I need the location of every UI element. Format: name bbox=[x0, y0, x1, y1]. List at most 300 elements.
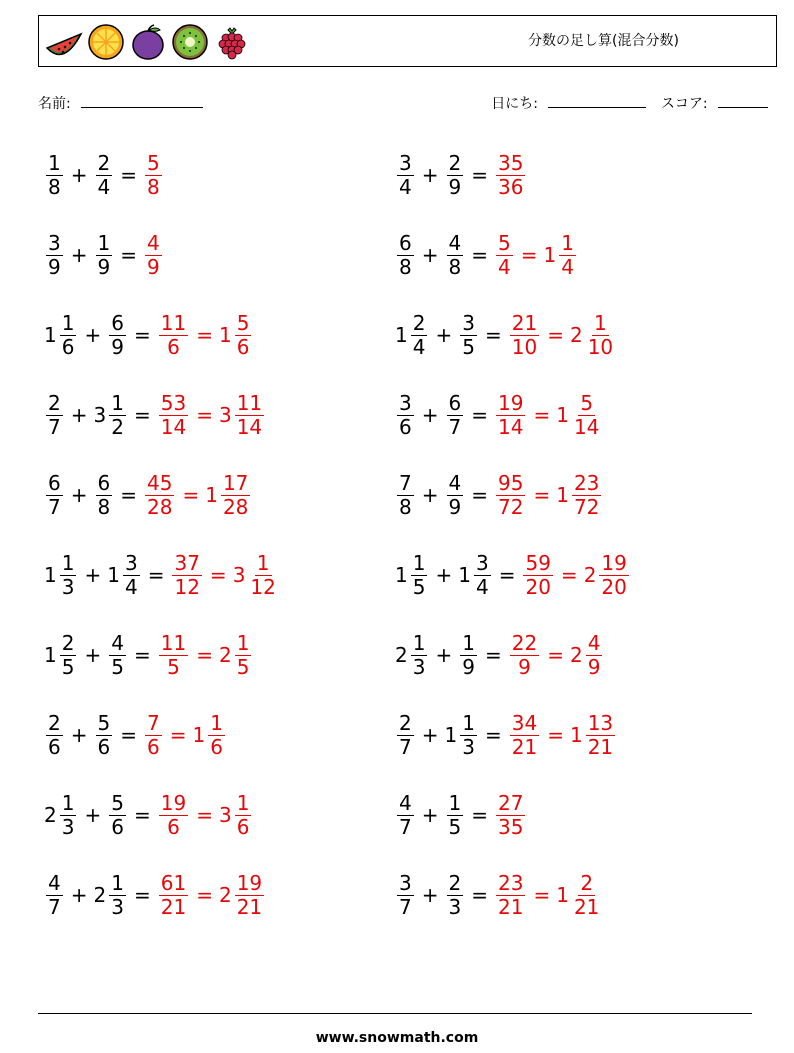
answer-mixed-number bbox=[219, 632, 253, 679]
denominator: 6 bbox=[236, 334, 250, 359]
answer-equals-sign: = bbox=[196, 403, 213, 427]
answer-equals-sign: = bbox=[533, 483, 551, 507]
fraction bbox=[523, 552, 552, 599]
denominator: 72 bbox=[498, 494, 524, 519]
answer-mixed-number bbox=[219, 392, 266, 439]
denominator: 3 bbox=[412, 654, 426, 679]
denominator: 3 bbox=[462, 734, 475, 759]
whole-number: 2 bbox=[583, 563, 597, 587]
denominator: 9 bbox=[48, 254, 61, 279]
plus-sign: + bbox=[84, 563, 102, 587]
problem bbox=[395, 145, 527, 205]
numerator: 45 bbox=[147, 470, 173, 495]
plus-sign: + bbox=[84, 323, 102, 347]
fraction bbox=[46, 872, 63, 919]
addend bbox=[44, 792, 78, 839]
denominator: 5 bbox=[448, 814, 462, 839]
fraction bbox=[397, 872, 414, 919]
watermelon-icon bbox=[44, 22, 84, 62]
fraction bbox=[145, 152, 162, 199]
problem bbox=[44, 225, 164, 285]
answer-equals-sign: = bbox=[547, 323, 564, 347]
plus-sign: + bbox=[70, 723, 88, 747]
fraction bbox=[447, 872, 464, 919]
numerator: 4 bbox=[399, 790, 412, 815]
numerator: 19 bbox=[498, 390, 524, 415]
answer-fraction bbox=[143, 472, 176, 519]
plus-sign: + bbox=[435, 323, 453, 347]
fraction bbox=[96, 472, 113, 519]
fraction bbox=[447, 392, 464, 439]
fraction bbox=[60, 312, 77, 359]
denominator: 3 bbox=[111, 894, 124, 919]
answer-fraction bbox=[143, 232, 164, 279]
numerator: 61 bbox=[160, 870, 187, 895]
equals-sign: = bbox=[133, 883, 151, 907]
denominator: 4 bbox=[399, 174, 412, 199]
numerator: 2 bbox=[399, 710, 412, 735]
numerator: 1 bbox=[462, 630, 475, 655]
equals-sign: = bbox=[133, 803, 151, 827]
whole-number: 3 bbox=[232, 563, 246, 587]
answer-mixed-number bbox=[570, 632, 604, 679]
fraction bbox=[572, 392, 601, 439]
fraction bbox=[109, 872, 126, 919]
fraction bbox=[96, 152, 113, 199]
addend bbox=[395, 872, 416, 919]
plus-sign: + bbox=[421, 883, 439, 907]
numerator: 34 bbox=[511, 710, 538, 735]
denominator: 7 bbox=[448, 414, 462, 439]
numerator: 1 bbox=[236, 630, 250, 655]
fraction bbox=[109, 632, 126, 679]
numerator: 4 bbox=[448, 230, 462, 255]
numerator: 59 bbox=[525, 550, 551, 575]
addend bbox=[107, 552, 141, 599]
equals-sign: = bbox=[471, 243, 488, 267]
addend bbox=[94, 152, 115, 199]
addend bbox=[458, 312, 479, 359]
denominator: 12 bbox=[250, 574, 276, 599]
denominator: 6 bbox=[399, 414, 412, 439]
answer-fraction bbox=[521, 552, 554, 599]
numerator: 11 bbox=[236, 390, 263, 415]
numerator: 3 bbox=[399, 390, 412, 415]
fraction bbox=[172, 552, 201, 599]
whole-number: 1 bbox=[395, 323, 408, 347]
numerator: 1 bbox=[448, 790, 462, 815]
equals-sign: = bbox=[471, 883, 488, 907]
numerator: 1 bbox=[236, 790, 250, 815]
numerator: 5 bbox=[97, 710, 111, 735]
numerator: 19 bbox=[160, 790, 187, 815]
fraction bbox=[460, 632, 477, 679]
whole-number: 1 bbox=[556, 883, 569, 907]
problem bbox=[44, 625, 253, 685]
numerator: 23 bbox=[573, 470, 600, 495]
addend bbox=[44, 312, 78, 359]
denominator: 4 bbox=[475, 574, 489, 599]
answer-mixed-number bbox=[205, 472, 252, 519]
plum-icon bbox=[128, 22, 168, 62]
answer-equals-sign: = bbox=[547, 643, 564, 667]
addend bbox=[445, 792, 466, 839]
numerator: 3 bbox=[399, 150, 412, 175]
denominator: 5 bbox=[462, 334, 475, 359]
denominator: 9 bbox=[147, 254, 160, 279]
addend bbox=[107, 312, 128, 359]
fraction bbox=[235, 312, 252, 359]
denominator: 14 bbox=[498, 414, 524, 439]
numerator: 3 bbox=[399, 870, 412, 895]
fraction bbox=[46, 232, 63, 279]
answer-fraction bbox=[508, 312, 541, 359]
numerator: 1 bbox=[111, 390, 124, 415]
whole-number: 2 bbox=[218, 883, 232, 907]
denominator: 9 bbox=[518, 654, 531, 679]
denominator: 10 bbox=[587, 334, 614, 359]
numerator: 1 bbox=[48, 150, 61, 175]
plus-sign: + bbox=[84, 643, 102, 667]
numerator: 1 bbox=[412, 550, 426, 575]
equals-sign: = bbox=[471, 803, 488, 827]
fraction bbox=[235, 392, 264, 439]
fraction bbox=[96, 712, 113, 759]
answer-equals-sign: = bbox=[560, 563, 578, 587]
denominator: 3 bbox=[61, 814, 75, 839]
denominator: 8 bbox=[147, 174, 160, 199]
addend bbox=[44, 632, 78, 679]
addend bbox=[458, 632, 479, 679]
fraction bbox=[447, 152, 464, 199]
addend bbox=[445, 472, 466, 519]
answer-mixed-number bbox=[233, 552, 280, 599]
denominator: 20 bbox=[601, 574, 627, 599]
fraction bbox=[60, 632, 77, 679]
fraction bbox=[496, 472, 525, 519]
plus-sign: + bbox=[70, 163, 88, 187]
problem bbox=[44, 145, 164, 205]
plus-sign: + bbox=[435, 643, 453, 667]
fraction bbox=[397, 792, 414, 839]
whole-number: 1 bbox=[556, 483, 569, 507]
equals-sign: = bbox=[147, 563, 165, 587]
fraction bbox=[235, 792, 252, 839]
whole-number: 3 bbox=[218, 403, 232, 427]
addend bbox=[395, 232, 416, 279]
fraction bbox=[159, 792, 188, 839]
addend bbox=[445, 232, 466, 279]
fruit-icons bbox=[44, 22, 252, 62]
equals-sign: = bbox=[120, 483, 137, 507]
denominator: 10 bbox=[511, 334, 538, 359]
answer-mixed-number bbox=[556, 472, 603, 519]
denominator: 14 bbox=[573, 414, 600, 439]
plus-sign: + bbox=[70, 483, 88, 507]
addend bbox=[445, 152, 466, 199]
numerator: 2 bbox=[448, 870, 462, 895]
plus-sign: + bbox=[435, 563, 453, 587]
numerator: 2 bbox=[97, 150, 111, 175]
fraction bbox=[159, 392, 188, 439]
problem bbox=[395, 865, 603, 925]
answer-mixed-number bbox=[193, 712, 227, 759]
problem bbox=[395, 225, 578, 285]
denominator: 28 bbox=[222, 494, 249, 519]
equals-sign: = bbox=[498, 563, 516, 587]
problem bbox=[44, 465, 252, 525]
denominator: 8 bbox=[399, 254, 412, 279]
answer-equals-sign: = bbox=[182, 483, 200, 507]
denominator: 4 bbox=[561, 254, 574, 279]
whole-number: 1 bbox=[543, 243, 557, 267]
answer-fraction bbox=[508, 632, 541, 679]
numerator: 5 bbox=[580, 390, 594, 415]
numerator: 22 bbox=[511, 630, 538, 655]
problem bbox=[395, 465, 603, 525]
fraction bbox=[109, 392, 126, 439]
problem bbox=[44, 785, 253, 845]
name-blank[interactable] bbox=[81, 94, 203, 108]
answer-equals-sign: = bbox=[196, 803, 213, 827]
denominator: 4 bbox=[412, 334, 426, 359]
fraction bbox=[46, 472, 63, 519]
denominator: 6 bbox=[236, 814, 250, 839]
denominator: 4 bbox=[97, 174, 111, 199]
fraction bbox=[397, 392, 414, 439]
fraction bbox=[599, 552, 628, 599]
fraction bbox=[397, 712, 414, 759]
fraction bbox=[397, 152, 414, 199]
denominator: 9 bbox=[97, 254, 111, 279]
addend bbox=[94, 232, 115, 279]
numerator: 2 bbox=[448, 150, 462, 175]
fraction bbox=[447, 792, 464, 839]
fraction bbox=[572, 872, 601, 919]
numerator: 1 bbox=[61, 310, 75, 335]
answer-mixed-number bbox=[556, 392, 603, 439]
denominator: 8 bbox=[48, 174, 61, 199]
denominator: 9 bbox=[587, 654, 601, 679]
fraction bbox=[496, 792, 525, 839]
problem bbox=[395, 545, 631, 605]
denominator: 6 bbox=[167, 814, 180, 839]
numerator: 4 bbox=[48, 870, 61, 895]
numerator: 2 bbox=[48, 710, 61, 735]
whole-number: 1 bbox=[556, 403, 569, 427]
addend bbox=[44, 712, 65, 759]
numerator: 1 bbox=[61, 790, 75, 815]
numerator: 7 bbox=[147, 710, 160, 735]
plus-sign: + bbox=[70, 243, 88, 267]
denominator: 7 bbox=[48, 494, 61, 519]
whole-number: 1 bbox=[44, 643, 57, 667]
denominator: 3 bbox=[61, 574, 75, 599]
footer-divider bbox=[38, 1013, 752, 1014]
fraction bbox=[208, 712, 225, 759]
numerator: 13 bbox=[587, 710, 614, 735]
whole-number: 3 bbox=[218, 803, 232, 827]
plus-sign: + bbox=[421, 723, 439, 747]
plus-sign: + bbox=[70, 403, 88, 427]
problem bbox=[395, 385, 603, 445]
numerator: 37 bbox=[174, 550, 200, 575]
denominator: 21 bbox=[511, 734, 538, 759]
fraction bbox=[60, 552, 77, 599]
denominator: 6 bbox=[61, 334, 75, 359]
numerator: 1 bbox=[561, 230, 574, 255]
fraction bbox=[559, 232, 576, 279]
fraction bbox=[235, 872, 264, 919]
fraction bbox=[460, 712, 477, 759]
worksheet-title: 分数の足し算(混合分数) bbox=[528, 33, 679, 49]
whole-number: 1 bbox=[44, 563, 57, 587]
fraction bbox=[109, 792, 126, 839]
worksheet-header bbox=[38, 15, 777, 67]
answer-mixed-number bbox=[219, 792, 253, 839]
fraction bbox=[123, 552, 140, 599]
score-label: スコア: bbox=[660, 96, 708, 112]
fraction bbox=[60, 792, 77, 839]
answer-equals-sign: = bbox=[533, 883, 551, 907]
answer-equals-sign: = bbox=[196, 883, 213, 907]
answer-equals-sign: = bbox=[196, 643, 213, 667]
numerator: 95 bbox=[498, 470, 524, 495]
whole-number: 1 bbox=[569, 723, 583, 747]
fraction bbox=[397, 232, 414, 279]
fraction bbox=[496, 872, 525, 919]
numerator: 5 bbox=[498, 230, 511, 255]
fraction bbox=[159, 872, 188, 919]
fraction bbox=[159, 312, 188, 359]
whole-number: 2 bbox=[44, 803, 57, 827]
answer-fraction bbox=[157, 792, 190, 839]
denominator: 35 bbox=[498, 814, 524, 839]
denominator: 6 bbox=[97, 734, 111, 759]
fraction bbox=[145, 712, 162, 759]
equals-sign: = bbox=[120, 723, 137, 747]
numerator: 3 bbox=[48, 230, 61, 255]
answer-equals-sign: = bbox=[169, 723, 187, 747]
numerator: 35 bbox=[498, 150, 524, 175]
numerator: 4 bbox=[448, 470, 462, 495]
equals-sign: = bbox=[484, 643, 502, 667]
fraction bbox=[447, 472, 464, 519]
whole-number: 2 bbox=[395, 643, 408, 667]
score-blank[interactable] bbox=[718, 94, 768, 108]
answer-fraction bbox=[157, 392, 190, 439]
denominator: 21 bbox=[498, 894, 524, 919]
numerator: 19 bbox=[601, 550, 627, 575]
addend bbox=[44, 232, 65, 279]
numerator: 7 bbox=[399, 470, 412, 495]
denominator: 7 bbox=[48, 894, 61, 919]
answer-mixed-number bbox=[544, 232, 578, 279]
addend bbox=[445, 392, 466, 439]
addend bbox=[44, 472, 65, 519]
denominator: 8 bbox=[448, 254, 462, 279]
addend bbox=[395, 472, 416, 519]
fraction bbox=[496, 152, 525, 199]
fraction bbox=[496, 392, 525, 439]
addend bbox=[395, 392, 416, 439]
numerator: 1 bbox=[97, 230, 111, 255]
problem bbox=[395, 705, 617, 765]
denominator: 20 bbox=[525, 574, 551, 599]
equals-sign: = bbox=[484, 323, 502, 347]
whole-number: 2 bbox=[569, 643, 583, 667]
denominator: 6 bbox=[48, 734, 61, 759]
raspberry-icon bbox=[212, 22, 252, 62]
fraction bbox=[510, 712, 539, 759]
fraction bbox=[411, 632, 428, 679]
answer-equals-sign: = bbox=[520, 243, 538, 267]
fraction bbox=[586, 312, 615, 359]
problem bbox=[395, 305, 617, 365]
fraction bbox=[572, 472, 601, 519]
denominator: 28 bbox=[147, 494, 173, 519]
whole-number: 1 bbox=[205, 483, 218, 507]
denominator: 5 bbox=[167, 654, 180, 679]
fraction bbox=[397, 472, 414, 519]
numerator: 6 bbox=[48, 470, 61, 495]
answer-fraction bbox=[157, 632, 190, 679]
numerator: 53 bbox=[160, 390, 187, 415]
numerator: 27 bbox=[498, 790, 524, 815]
equals-sign: = bbox=[133, 403, 151, 427]
plus-sign: + bbox=[84, 803, 102, 827]
addend bbox=[94, 472, 115, 519]
denominator: 36 bbox=[498, 174, 524, 199]
plus-sign: + bbox=[70, 883, 88, 907]
addend bbox=[44, 152, 65, 199]
denominator: 14 bbox=[236, 414, 263, 439]
date-blank[interactable] bbox=[548, 94, 646, 108]
addend bbox=[44, 552, 78, 599]
equals-sign: = bbox=[120, 163, 137, 187]
denominator: 9 bbox=[448, 494, 462, 519]
fraction bbox=[411, 312, 428, 359]
numerator: 19 bbox=[236, 870, 263, 895]
numerator: 1 bbox=[111, 870, 124, 895]
answer-fraction bbox=[143, 712, 164, 759]
fraction bbox=[474, 552, 491, 599]
problem bbox=[395, 785, 527, 845]
answer-fraction bbox=[143, 152, 164, 199]
fraction bbox=[460, 312, 477, 359]
addend bbox=[94, 872, 128, 919]
addend bbox=[395, 712, 416, 759]
fraction bbox=[46, 392, 63, 439]
equals-sign: = bbox=[133, 323, 151, 347]
answer-mixed-number bbox=[584, 552, 631, 599]
answer-fraction bbox=[494, 232, 515, 279]
addend bbox=[395, 792, 416, 839]
plus-sign: + bbox=[421, 243, 439, 267]
whole-number: 2 bbox=[569, 323, 583, 347]
fraction bbox=[221, 472, 250, 519]
answer-fraction bbox=[508, 712, 541, 759]
denominator: 2 bbox=[111, 414, 124, 439]
denominator: 4 bbox=[498, 254, 511, 279]
fraction bbox=[510, 312, 539, 359]
addend bbox=[94, 712, 115, 759]
answer-mixed-number bbox=[570, 312, 617, 359]
whole-number: 1 bbox=[44, 323, 57, 347]
problem bbox=[44, 305, 253, 365]
whole-number: 1 bbox=[107, 563, 120, 587]
denominator: 8 bbox=[399, 494, 412, 519]
